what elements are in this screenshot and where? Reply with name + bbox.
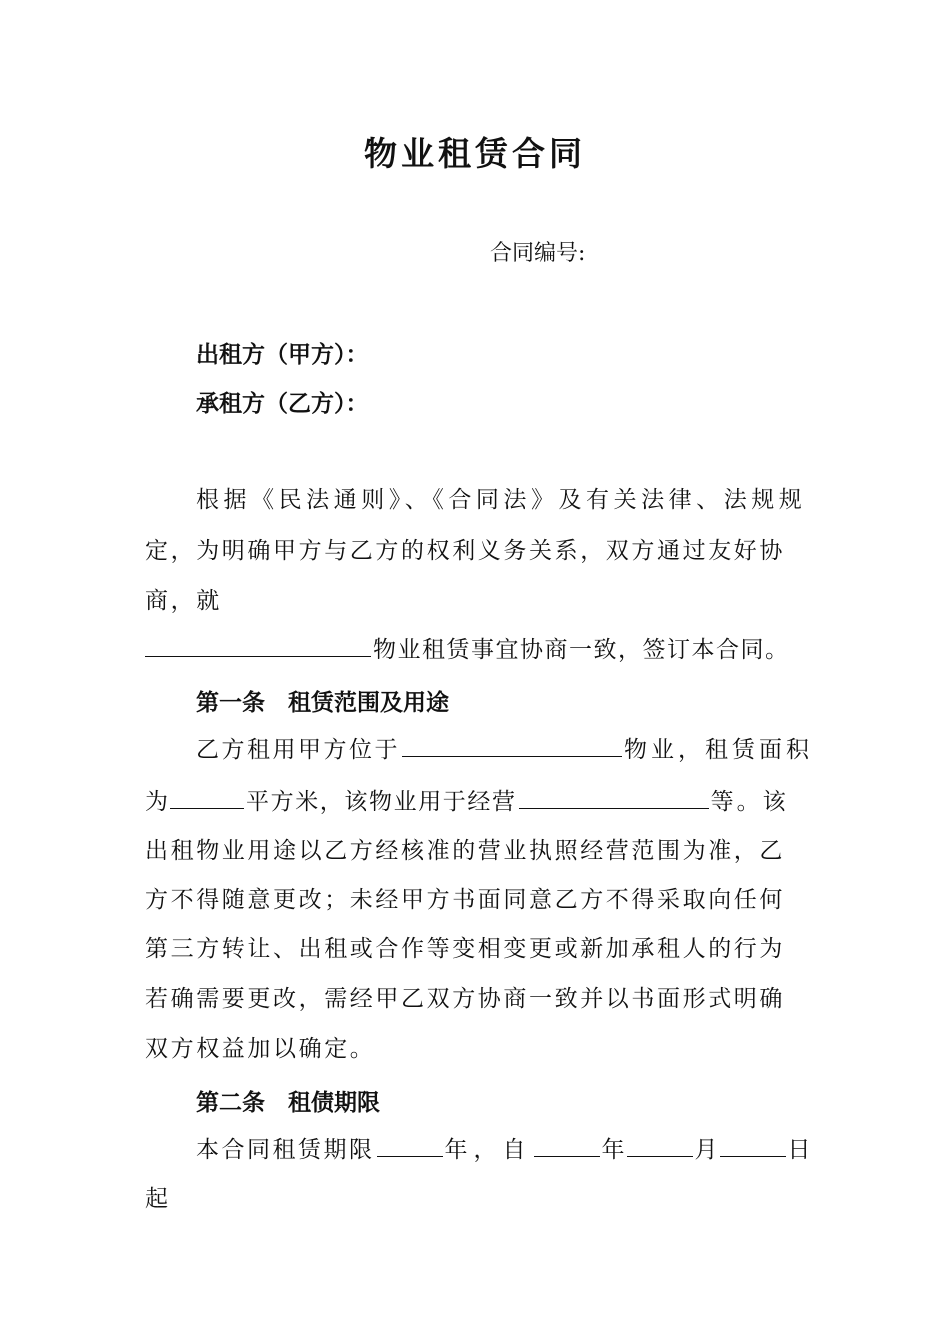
term-years-blank[interactable] xyxy=(377,1134,443,1157)
start-day-blank[interactable] xyxy=(720,1134,786,1157)
preamble-line-4 xyxy=(145,634,805,665)
preamble-line-3: 商，就 xyxy=(145,588,222,614)
article-1-line-5: 第三方转让、出租或合作等变相变更或新加承租人的行为 xyxy=(145,936,785,962)
article-2-line-1: 本合同租赁期限 年，自 年 月 日 xyxy=(196,1134,804,1165)
article-1-line-2: 为 平方米，该物业用于经营 等。该 xyxy=(145,786,805,817)
preamble-line-4-text: 物业租赁事宜协商一致，签订本合同。 xyxy=(373,637,790,663)
start-month-blank[interactable] xyxy=(627,1134,693,1157)
article-1-line-1: 乙方租用甲方位于 物业，租赁面积 xyxy=(196,734,804,765)
area-blank[interactable] xyxy=(170,786,244,809)
business-blank[interactable] xyxy=(519,786,709,809)
article-1-line-6: 若确需要更改，需经甲乙双方协商一致并以书面形式明确 xyxy=(145,986,785,1012)
contract-number-label: 合同编号: xyxy=(490,241,586,266)
start-year-blank[interactable] xyxy=(534,1134,600,1157)
article-1-line-7: 双方权益加以确定。 xyxy=(145,1036,376,1062)
article-1-line-3: 出租物业用途以乙方经核准的营业执照经营范围为准，乙 xyxy=(145,838,785,864)
preamble-line-2: 定，为明确甲方与乙方的权利义务关系，双方通过友好协 xyxy=(145,538,785,564)
article-1-line-4: 方不得随意更改；未经甲方书面同意乙方不得采取向任何 xyxy=(145,887,785,913)
article-2-heading: 第二条 租债期限 xyxy=(196,1090,380,1116)
lessor-label: 出租方（甲方）： xyxy=(196,342,369,368)
location-blank[interactable] xyxy=(402,734,622,757)
article-2-line-2: 起 xyxy=(145,1186,168,1212)
property-blank[interactable] xyxy=(145,634,371,657)
preamble-line-1: 根据《民法通则》、《合同法》及有关法律、法规规 xyxy=(196,487,804,513)
article-1-heading: 第一条 租赁范围及用途 xyxy=(196,690,449,716)
lessee-label: 承租方（乙方）： xyxy=(196,391,369,417)
document-title: 物业租赁合同 xyxy=(364,134,586,173)
